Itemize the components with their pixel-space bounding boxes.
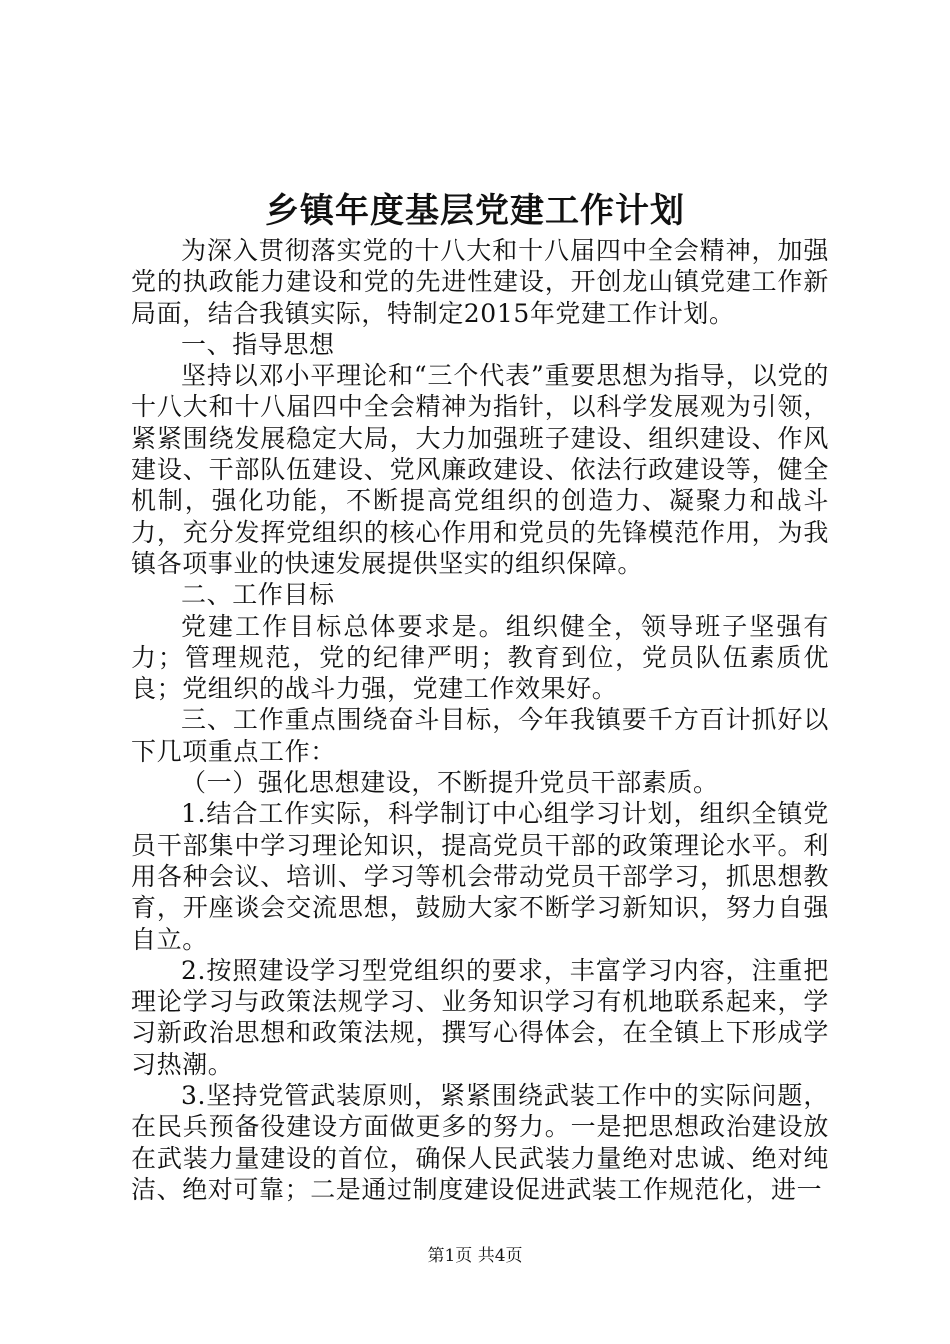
work-goals-paragraph: 党建工作目标总体要求是。组织健全，领导班子坚强有力；管理规范，党的纪律严明；教育到位，党员队伍素质优良；党组织的战斗力强，党建工作效果好。 [131,611,829,704]
section-heading-work-goals: 二、工作目标 [181,580,335,610]
list-item-1: 1.结合工作实际，科学制订中心组学习计划，组织全镇党员干部集中学习理论知识，提高党员干部的政策理论水平。利用各种会议、培训、学习等机会带动党员干部学习，抓思想教育，开座谈会交流思想，鼓励大家不断学习新知识，努力自强自立。 [131,799,829,954]
document-title: 乡镇年度基层党建工作计划 [265,191,685,231]
intro-paragraph: 为深入贯彻落实党的十八大和十八届四中全会精神，加强党的执政能力建设和党的先进性建设，开创龙山镇党建工作新局面，结合我镇实际，特制定2015年党建工作计划。 [131,236,829,328]
document-body [131,235,829,1205]
section-heading-guiding-thought: 一、指导思想 [181,329,335,359]
guiding-thought-paragraph: 坚持以邓小平理论和“三个代表”重要思想为指导，以党的十八大和十八届四中全会精神为指针，以科学发展观为引领，紧紧围绕发展稳定大局，大力加强班子建设、组织建设、作风建设、干部队伍建设、党风廉政建设、依法行政建设等，健全机制，强化功能，不断提高党组织的创造力、凝聚力和战斗力，充分发挥党组织的核心作用和党员的先锋模范作用，为我镇各项事业的快速发展提供坚实的组织保障。 [131,361,829,578]
page-number-footer: 第1页 共4页 [427,1246,523,1266]
list-item-2: 2.按照建设学习型党组织的要求，丰富学习内容，注重把理论学习与政策法规学习、业务知识学习有机地联系起来，学习新政治思想和政策法规，撰写心得体会，在全镇上下形成学习热潮。 [131,955,829,1079]
subsection-heading-ideology: （一）强化思想建设，不断提升党员干部素质。 [181,768,719,798]
list-item-3: 3.坚持党管武装原则，紧紧围绕武装工作中的实际问题，在民兵预备役建设方面做更多的努力。一是把思想政治建设放在武装力量建设的首位，确保人民武装力量绝对忠诚、绝对纯洁、绝对可靠；二是通过制度建设促进武装工作规范化，进一 [131,1081,829,1204]
section-heading-work-focus: 三、工作重点围绕奋斗目标，今年我镇要千方百计抓好以下几项重点工作： [131,705,829,766]
